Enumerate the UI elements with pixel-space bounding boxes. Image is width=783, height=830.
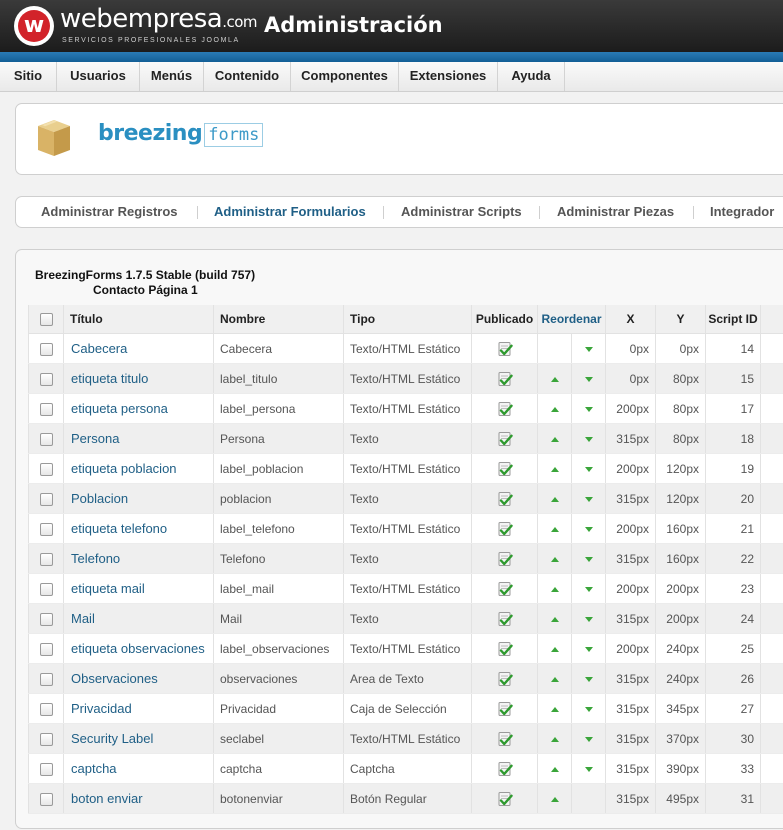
brand-suffix: .com [222, 13, 257, 31]
row-published-cell [472, 334, 538, 364]
published-check-icon[interactable] [497, 431, 513, 447]
move-down-icon[interactable] [585, 437, 593, 442]
row-name: seclabel [214, 724, 344, 754]
row-published-cell [472, 424, 538, 454]
row-y: 80px [656, 394, 706, 424]
row-y: 160px [656, 544, 706, 574]
column-header-nombre[interactable]: Nombre [214, 305, 344, 334]
published-check-icon[interactable] [497, 491, 513, 507]
row-x: 315px [606, 724, 656, 754]
table-body [29, 334, 783, 814]
brand-name: webempresa [60, 4, 223, 34]
row-name: Telefono [214, 544, 344, 574]
row-type: Texto [344, 544, 472, 574]
tab-administrar-scripts[interactable]: Administrar Scripts [401, 204, 522, 219]
table-row [29, 364, 783, 394]
move-down-icon[interactable] [585, 617, 593, 622]
move-down-icon[interactable] [585, 527, 593, 532]
move-up-icon[interactable] [551, 797, 559, 802]
brand-logo[interactable] [60, 4, 257, 34]
move-down-icon[interactable] [585, 557, 593, 562]
column-header-titulo[interactable]: Título [64, 305, 214, 334]
row-script-id: 33 [706, 754, 761, 784]
row-x: 315px [606, 664, 656, 694]
move-down-icon[interactable] [585, 647, 593, 652]
row-select-cell [29, 334, 64, 364]
row-move-down-cell [572, 694, 606, 724]
subnav-divider [693, 206, 694, 219]
published-check-icon[interactable] [497, 461, 513, 477]
row-move-down-cell [572, 754, 606, 784]
row-checkbox[interactable] [40, 553, 53, 566]
subnav-divider [383, 206, 384, 219]
row-type: Texto/HTML Estático [344, 724, 472, 754]
row-move-down-cell [572, 634, 606, 664]
row-x: 315px [606, 424, 656, 454]
component-version: BreezingForms 1.7.5 Stable (build 757) [35, 268, 256, 282]
row-select-cell [29, 394, 64, 424]
row-move-down-cell [572, 364, 606, 394]
top-header [0, 0, 783, 52]
published-check-icon[interactable] [497, 731, 513, 747]
row-extra-cell [761, 574, 783, 604]
row-title-link[interactable]: boton enviar [64, 784, 214, 814]
row-extra-cell [761, 454, 783, 484]
table-row [29, 634, 783, 664]
row-move-up-cell [538, 604, 572, 634]
row-type: Area de Texto [344, 664, 472, 694]
row-x: 315px [606, 604, 656, 634]
published-check-icon[interactable] [497, 791, 513, 807]
tab-integrador[interactable]: Integrador [710, 204, 775, 219]
row-type: Texto/HTML Estático [344, 454, 472, 484]
row-select-cell [29, 784, 64, 814]
row-type: Texto/HTML Estático [344, 334, 472, 364]
row-name: observaciones [214, 664, 344, 694]
published-check-icon[interactable] [497, 341, 513, 357]
row-published-cell [472, 634, 538, 664]
row-move-down-cell [572, 664, 606, 694]
row-x: 315px [606, 484, 656, 514]
row-y: 240px [656, 664, 706, 694]
row-name: label_mail [214, 574, 344, 604]
column-header-y[interactable]: Y [656, 305, 706, 334]
row-published-cell [472, 694, 538, 724]
published-check-icon[interactable] [497, 701, 513, 717]
row-published-cell [472, 754, 538, 784]
row-title-link[interactable]: captcha [64, 754, 214, 784]
row-move-up-cell [538, 634, 572, 664]
row-name: label_poblacion [214, 454, 344, 484]
row-y: 0px [656, 334, 706, 364]
row-title-link[interactable]: Observaciones [64, 664, 214, 694]
column-header-script-id[interactable]: Script ID [706, 305, 761, 334]
row-extra-cell [761, 364, 783, 394]
move-down-icon[interactable] [585, 737, 593, 742]
row-move-up-cell [538, 544, 572, 574]
move-up-icon[interactable] [551, 467, 559, 472]
row-name: label_observaciones [214, 634, 344, 664]
published-check-icon[interactable] [497, 551, 513, 567]
tab-administrar-formularios[interactable]: Administrar Formularios [214, 204, 366, 219]
row-script-id: 22 [706, 544, 761, 574]
table-row [29, 334, 783, 364]
row-x: 315px [606, 754, 656, 784]
row-move-up-cell [538, 664, 572, 694]
row-extra-cell [761, 424, 783, 454]
row-x: 200px [606, 634, 656, 664]
row-move-down-cell [572, 334, 606, 364]
row-move-up-cell [538, 394, 572, 424]
move-down-icon[interactable] [585, 347, 593, 352]
row-title-link[interactable]: etiqueta observaciones [64, 634, 214, 664]
table-header-row [29, 305, 783, 334]
row-script-id: 30 [706, 724, 761, 754]
tab-administrar-piezas[interactable]: Administrar Piezas [557, 204, 675, 219]
row-y: 200px [656, 574, 706, 604]
row-move-down-cell [572, 394, 606, 424]
row-published-cell [472, 724, 538, 754]
row-x: 200px [606, 574, 656, 604]
menu-item-usuarios[interactable]: Usuarios [57, 62, 140, 91]
row-select-cell [29, 364, 64, 394]
row-y: 200px [656, 604, 706, 634]
row-title-link[interactable]: etiqueta telefono [64, 514, 214, 544]
move-up-icon[interactable] [551, 377, 559, 382]
row-checkbox[interactable] [40, 643, 53, 656]
row-type: Texto/HTML Estático [344, 364, 472, 394]
published-check-icon[interactable] [497, 371, 513, 387]
row-x: 200px [606, 454, 656, 484]
row-checkbox[interactable] [40, 373, 53, 386]
row-move-down-cell [572, 424, 606, 454]
row-published-cell [472, 484, 538, 514]
row-title-link[interactable]: Cabecera [64, 334, 214, 364]
row-y: 80px [656, 364, 706, 394]
menu-item-extensiones[interactable]: Extensiones [399, 62, 498, 91]
form-page-name: Contacto Página 1 [93, 283, 198, 297]
row-move-up-cell [538, 424, 572, 454]
menu-item-contenido[interactable]: Contenido [204, 62, 291, 91]
header-stripe [0, 52, 783, 62]
row-script-id: 14 [706, 334, 761, 364]
row-x: 200px [606, 514, 656, 544]
row-checkbox[interactable] [40, 493, 53, 506]
row-published-cell [472, 394, 538, 424]
move-down-icon[interactable] [585, 467, 593, 472]
row-y: 120px [656, 454, 706, 484]
row-extra-cell [761, 634, 783, 664]
table-row [29, 724, 783, 754]
table-row [29, 754, 783, 784]
row-extra-cell [761, 604, 783, 634]
row-checkbox[interactable] [40, 433, 53, 446]
row-y: 80px [656, 424, 706, 454]
row-extra-cell [761, 334, 783, 364]
row-checkbox[interactable] [40, 733, 53, 746]
table-row [29, 424, 783, 454]
row-name: label_telefono [214, 514, 344, 544]
row-script-id: 25 [706, 634, 761, 664]
component-logo-panel [15, 103, 783, 175]
row-select-cell [29, 574, 64, 604]
component-subnav [15, 196, 783, 228]
row-script-id: 18 [706, 424, 761, 454]
row-y: 240px [656, 634, 706, 664]
row-move-down-cell [572, 604, 606, 634]
row-extra-cell [761, 724, 783, 754]
row-published-cell [472, 364, 538, 394]
move-up-icon[interactable] [551, 437, 559, 442]
row-script-id: 24 [706, 604, 761, 634]
row-published-cell [472, 604, 538, 634]
table-row [29, 784, 783, 814]
table-row [29, 544, 783, 574]
row-select-cell [29, 544, 64, 574]
menu-item-ayuda[interactable]: Ayuda [498, 62, 565, 91]
table-row [29, 574, 783, 604]
row-title-link[interactable]: Mail [64, 604, 214, 634]
row-select-cell [29, 664, 64, 694]
select-all-cell [29, 305, 64, 334]
column-header-tipo[interactable]: Tipo [344, 305, 472, 334]
row-y: 370px [656, 724, 706, 754]
move-up-icon[interactable] [551, 617, 559, 622]
row-name: Privacidad [214, 694, 344, 724]
move-down-icon[interactable] [585, 497, 593, 502]
published-check-icon[interactable] [497, 401, 513, 417]
row-script-id: 19 [706, 454, 761, 484]
row-title-link[interactable]: Telefono [64, 544, 214, 574]
row-checkbox[interactable] [40, 583, 53, 596]
published-check-icon[interactable] [497, 521, 513, 537]
row-name: Persona [214, 424, 344, 454]
row-move-up-cell [538, 364, 572, 394]
row-type: Texto [344, 424, 472, 454]
row-name: label_titulo [214, 364, 344, 394]
move-up-icon[interactable] [551, 647, 559, 652]
move-up-icon[interactable] [551, 587, 559, 592]
move-up-icon[interactable] [551, 767, 559, 772]
subnav-divider [539, 206, 540, 219]
select-all-checkbox[interactable] [40, 313, 53, 326]
row-y: 495px [656, 784, 706, 814]
table-row [29, 694, 783, 724]
row-published-cell [472, 454, 538, 484]
table-row [29, 484, 783, 514]
row-published-cell [472, 544, 538, 574]
row-checkbox[interactable] [40, 703, 53, 716]
move-up-icon[interactable] [551, 707, 559, 712]
row-name: poblacion [214, 484, 344, 514]
row-move-down-cell [572, 724, 606, 754]
row-select-cell [29, 424, 64, 454]
row-x: 315px [606, 694, 656, 724]
row-move-up-cell [538, 514, 572, 544]
row-title-link[interactable]: Persona [64, 424, 214, 454]
table-row [29, 664, 783, 694]
brand-tagline: SERVICIOS PROFESIONALES JOOMLA [62, 37, 240, 44]
row-name: captcha [214, 754, 344, 784]
published-check-icon[interactable] [497, 761, 513, 777]
row-checkbox[interactable] [40, 343, 53, 356]
column-header-publicado[interactable]: Publicado [472, 305, 538, 334]
row-type: Captcha [344, 754, 472, 784]
menu-item-menus[interactable]: Menús [140, 62, 204, 91]
row-move-down-cell [572, 484, 606, 514]
row-name: Cabecera [214, 334, 344, 364]
row-extra-cell [761, 664, 783, 694]
row-select-cell [29, 514, 64, 544]
move-up-icon[interactable] [551, 497, 559, 502]
row-move-down-cell [572, 574, 606, 604]
row-type: Texto/HTML Estático [344, 574, 472, 604]
row-move-up-cell [538, 454, 572, 484]
move-up-icon[interactable] [551, 527, 559, 532]
row-script-id: 26 [706, 664, 761, 694]
row-name: Mail [214, 604, 344, 634]
menu-item-componentes[interactable]: Componentes [291, 62, 399, 91]
row-title-link[interactable]: Privacidad [64, 694, 214, 724]
table-row [29, 514, 783, 544]
move-up-icon[interactable] [551, 557, 559, 562]
move-down-icon[interactable] [585, 767, 593, 772]
row-title-link[interactable]: etiqueta titulo [64, 364, 214, 394]
row-extra-cell [761, 514, 783, 544]
row-checkbox[interactable] [40, 613, 53, 626]
row-checkbox[interactable] [40, 793, 53, 806]
row-script-id: 15 [706, 364, 761, 394]
row-checkbox[interactable] [40, 403, 53, 416]
row-select-cell [29, 724, 64, 754]
menu-item-sitio[interactable]: Sitio [0, 62, 57, 91]
column-header-x[interactable]: X [606, 305, 656, 334]
row-select-cell [29, 484, 64, 514]
row-y: 120px [656, 484, 706, 514]
row-y: 390px [656, 754, 706, 784]
row-move-up-cell [538, 724, 572, 754]
row-script-id: 21 [706, 514, 761, 544]
page-title: Administración [264, 13, 443, 37]
table-row [29, 454, 783, 484]
row-title-link[interactable]: Poblacion [64, 484, 214, 514]
published-check-icon[interactable] [497, 671, 513, 687]
row-type: Texto [344, 604, 472, 634]
row-published-cell [472, 664, 538, 694]
column-header-reordenar[interactable]: Reordenar [538, 305, 606, 334]
row-move-up-cell [538, 484, 572, 514]
row-type: Texto [344, 484, 472, 514]
row-script-id: 27 [706, 694, 761, 724]
row-published-cell [472, 574, 538, 604]
published-check-icon[interactable] [497, 611, 513, 627]
row-type: Texto/HTML Estático [344, 514, 472, 544]
move-down-icon[interactable] [585, 377, 593, 382]
row-script-id: 20 [706, 484, 761, 514]
row-move-down-cell [572, 784, 606, 814]
move-up-icon[interactable] [551, 737, 559, 742]
row-select-cell [29, 454, 64, 484]
row-title-link[interactable]: etiqueta persona [64, 394, 214, 424]
row-title-link[interactable]: etiqueta mail [64, 574, 214, 604]
row-x: 200px [606, 394, 656, 424]
row-type: Botón Regular [344, 784, 472, 814]
row-x: 315px [606, 544, 656, 574]
row-type: Caja de Selección [344, 694, 472, 724]
tab-administrar-registros[interactable]: Administrar Registros [41, 204, 178, 219]
row-script-id: 17 [706, 394, 761, 424]
row-move-down-cell [572, 544, 606, 574]
row-title-link[interactable]: etiqueta poblacion [64, 454, 214, 484]
row-name: label_persona [214, 394, 344, 424]
form-elements-table [28, 305, 783, 814]
move-down-icon[interactable] [585, 407, 593, 412]
column-header-extra [761, 305, 783, 334]
move-down-icon[interactable] [585, 707, 593, 712]
row-checkbox[interactable] [40, 463, 53, 476]
row-move-up-cell [538, 694, 572, 724]
row-x: 0px [606, 364, 656, 394]
row-extra-cell [761, 544, 783, 574]
row-x: 0px [606, 334, 656, 364]
row-move-up-cell [538, 784, 572, 814]
row-select-cell [29, 754, 64, 784]
row-move-up-cell [538, 754, 572, 784]
row-select-cell [29, 694, 64, 724]
row-move-down-cell [572, 454, 606, 484]
move-down-icon[interactable] [585, 677, 593, 682]
move-up-icon[interactable] [551, 677, 559, 682]
package-box-icon [36, 116, 72, 158]
row-x: 315px [606, 784, 656, 814]
move-up-icon[interactable] [551, 407, 559, 412]
row-checkbox[interactable] [40, 763, 53, 776]
row-extra-cell [761, 694, 783, 724]
row-move-down-cell [572, 514, 606, 544]
published-check-icon[interactable] [497, 641, 513, 657]
table-row [29, 604, 783, 634]
table-row [29, 394, 783, 424]
row-extra-cell [761, 784, 783, 814]
row-y: 345px [656, 694, 706, 724]
row-checkbox[interactable] [40, 523, 53, 536]
row-extra-cell [761, 754, 783, 784]
row-title-link[interactable]: Security Label [64, 724, 214, 754]
subnav-divider [197, 206, 198, 219]
row-extra-cell [761, 484, 783, 514]
main-menu [0, 62, 783, 92]
row-move-up-cell [538, 334, 572, 364]
row-select-cell [29, 634, 64, 664]
row-move-up-cell [538, 574, 572, 604]
published-check-icon[interactable] [497, 581, 513, 597]
row-script-id: 31 [706, 784, 761, 814]
row-type: Texto/HTML Estático [344, 394, 472, 424]
row-select-cell [29, 604, 64, 634]
row-script-id: 23 [706, 574, 761, 604]
row-published-cell [472, 784, 538, 814]
row-checkbox[interactable] [40, 673, 53, 686]
breezingforms-logo: breezing forms [98, 121, 263, 155]
row-name: botonenviar [214, 784, 344, 814]
move-down-icon[interactable] [585, 587, 593, 592]
row-y: 160px [656, 514, 706, 544]
row-published-cell [472, 514, 538, 544]
row-extra-cell [761, 394, 783, 424]
row-type: Texto/HTML Estático [344, 634, 472, 664]
webempresa-logo-icon: w [14, 6, 54, 46]
